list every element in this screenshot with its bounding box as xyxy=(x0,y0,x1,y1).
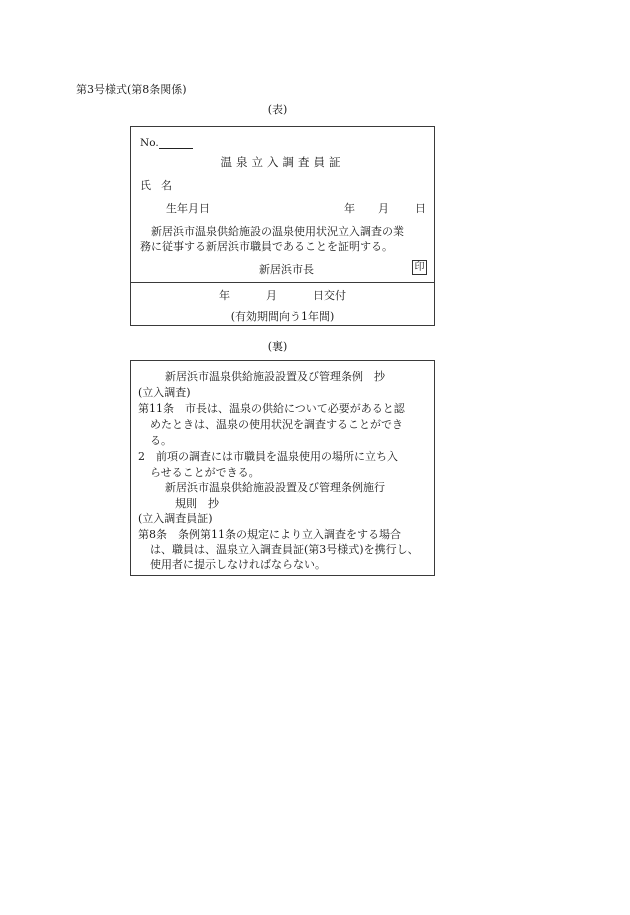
back-side-label: (裏) xyxy=(267,340,288,353)
article-text-line: らせることができる。 xyxy=(150,466,260,479)
validity-period: (有効期間向う1年間) xyxy=(230,310,335,323)
number-field-line xyxy=(159,148,193,149)
card-title: 温泉立入調査員証 xyxy=(220,155,345,169)
article-text-line: は、職員は、温泉立入調査員証(第3号様式)を携行し、 xyxy=(150,543,419,556)
card-divider xyxy=(131,282,434,283)
id-card-back xyxy=(130,360,435,576)
birth-year-label: 年 xyxy=(344,202,355,215)
certification-text-line-1: 新居浜市温泉供給施設の温泉使用状況立入調査の業 xyxy=(151,225,404,238)
certification-text-line-2: 務に従事する新居浜市職員であることを証明する。 xyxy=(140,240,393,253)
issue-month-label: 月 xyxy=(266,289,277,302)
mayor-label: 新居浜市長 xyxy=(259,263,314,276)
article-text-line: めたときは、温泉の使用状況を調査することができ xyxy=(150,418,403,431)
article-text-line: る。 xyxy=(150,434,172,447)
birth-month-label: 月 xyxy=(378,202,389,215)
number-label: No. xyxy=(140,137,159,149)
article-text-line: 第11条 市長は、温泉の供給について必要があると認 xyxy=(138,402,405,415)
issue-day-label: 日交付 xyxy=(313,289,346,302)
article-text-line: 使用者に提示しなければならない。 xyxy=(150,558,326,571)
regulation-title: 新居浜市温泉供給施設設置及び管理条例施行 xyxy=(165,481,385,494)
article-heading: (立入調査員証) xyxy=(138,512,213,525)
article-heading: (立入調査) xyxy=(138,386,191,399)
regulation-title-continued: 規則 抄 xyxy=(175,497,219,510)
seal-stamp: 印 xyxy=(412,260,427,275)
article-text-line: 2 前項の調査には市職員を温泉使用の場所に立ち入 xyxy=(138,450,398,463)
birth-day-label: 日 xyxy=(415,202,426,215)
article-text-line: 第8条 条例第11条の規定により立入調査をする場合 xyxy=(138,528,401,541)
form-title: 第3号様式(第8条関係) xyxy=(76,83,187,96)
birth-date-label: 生年月日 xyxy=(166,202,210,215)
id-card-front xyxy=(130,126,435,326)
name-label: 氏名 xyxy=(140,179,182,192)
ordinance-title: 新居浜市温泉供給施設設置及び管理条例 抄 xyxy=(165,370,385,383)
front-side-label: (表) xyxy=(267,103,288,116)
issue-year-label: 年 xyxy=(219,289,230,302)
